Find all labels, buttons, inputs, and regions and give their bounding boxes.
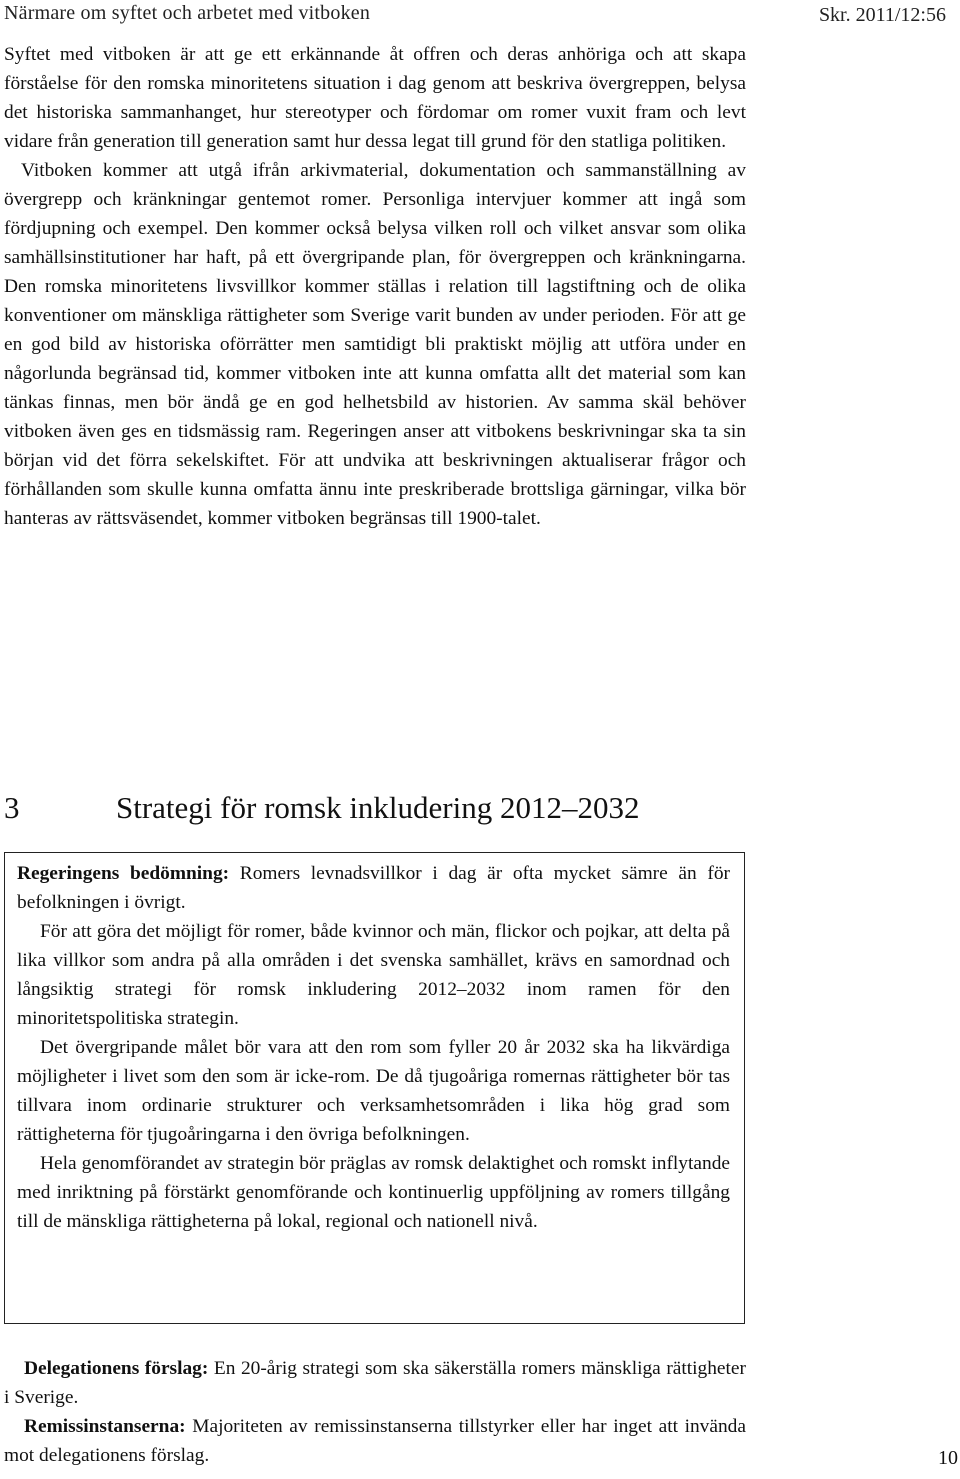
- delegation-text: En 20-årig strategi som ska säkerställa romers mänskliga rättigheter i Sverige.: [4, 1358, 746, 1408]
- assessment-paragraph-4: Hela genomförandet av strategin bör präglas av romsk delaktighet och romskt inflytande med inriktning på förstärkt genomförande och kontinuerlig uppföljning av romers tillgång till de mänskliga rättigheterna på lokal, regional och nationell nivå.: [17, 1153, 730, 1232]
- assessment-lead-text: Romers levnadsvillkor i dag är ofta mycket sämre än för befolkningen i övrigt.: [17, 863, 730, 913]
- proposal-section: [4, 1354, 746, 1470]
- page-number: 10: [938, 1447, 958, 1469]
- body-text: [4, 40, 746, 533]
- section-number: 3: [4, 790, 20, 825]
- referral-bodies: [4, 1412, 746, 1470]
- document-reference: Skr. 2011/12:56: [818, 4, 946, 26]
- assessment-paragraph-2: För att göra det möjligt för romer, både kvinnor och män, flickor och pojkar, att delta på lika villkor som andra på alla områden i det svenska samhället, krävs en samordnad och långsiktig strategi för romsk inkludering 2012–2032 inom ramen för den minoritetspolitiska strategin.: [17, 921, 730, 1029]
- delegation-proposal: [4, 1354, 746, 1412]
- paragraph-purpose: Syftet med vitboken är att ge ett erkännande åt offren och deras anhöriga och att skapa förståelse för den romska minoritetens situation i dag genom att beskriva övergreppen, belysa det historiska sammanhanget, hur stereotyper och fördomar om romer vuxit fram och levt vidare från generation till generation samt hur dessa legat till grund för den statliga politiken.: [4, 44, 746, 152]
- running-header-title: Närmare om syftet och arbetet med vitboken: [4, 2, 371, 24]
- referral-text: Majoriteten av remissinstanserna tillstyrker eller har inget att invända mot delegationens förslag.: [4, 1416, 746, 1466]
- assessment-text: [17, 859, 730, 1236]
- section-heading: [4, 788, 640, 828]
- referral-label: Remissinstanserna:: [24, 1416, 186, 1437]
- assessment-box: [4, 852, 745, 1324]
- assessment-lead: [17, 859, 730, 917]
- assessment-paragraph-3: Det övergripande målet bör vara att den rom som fyller 20 år 2032 ska ha likvärdiga möjligheter i livet som den som är icke-rom. De då tjugoåriga romernas rättigheter bör tas tillvara inom ordinarie strukturer och verksamhetsområden i lika hög grad som rättigheterna för tjugoåringarna i den övriga befolkningen.: [17, 1037, 730, 1145]
- section-title: Strategi för romsk inkludering 2012–2032: [116, 790, 640, 825]
- assessment-label: Regeringens bedömning:: [17, 863, 230, 884]
- delegation-label: Delegationens förslag:: [24, 1358, 209, 1379]
- paragraph-method: Vitboken kommer att utgå ifrån arkivmaterial, dokumentation och sammanställning av övergrepp och kränkningar gentemot romer. Personliga intervjuer kommer att ingå som fördjupning och exempel. Den kommer också belysa vilken roll och vilket ansvar som olika samhällsinstitutioner har haft, på ett övergripande plan, för övergreppen och kränkningarna. Den romska minoritetens livsvillkor kommer ställas i relation till lagstiftning och de olika konventioner om mänskliga rättigheter som Sverige varit bunden av under perioden. För att ge en god bild av historiska oförrätter men samtidigt bli praktiskt möjlig att utföra under en någorlunda begränsad tid, kommer vitboken inte att kunna omfatta allt det material som kan tänkas finnas, men bör ändå ge en god helhetsbild av historien. Av samma skäl behöver vitboken även ges en tidsmässig ram. Regeringen anser att vitbokens beskrivningar ska ta sin början vid det förra sekelskiftet. För att undvika att beskrivningen aktualiserar frågor och förhållanden som skulle kunna omfatta ännu inte preskriberade brottsliga gärningar, vilka bör hanteras av rättsväsendet, kommer vitboken begränsas till 1900-talet.: [4, 160, 746, 529]
